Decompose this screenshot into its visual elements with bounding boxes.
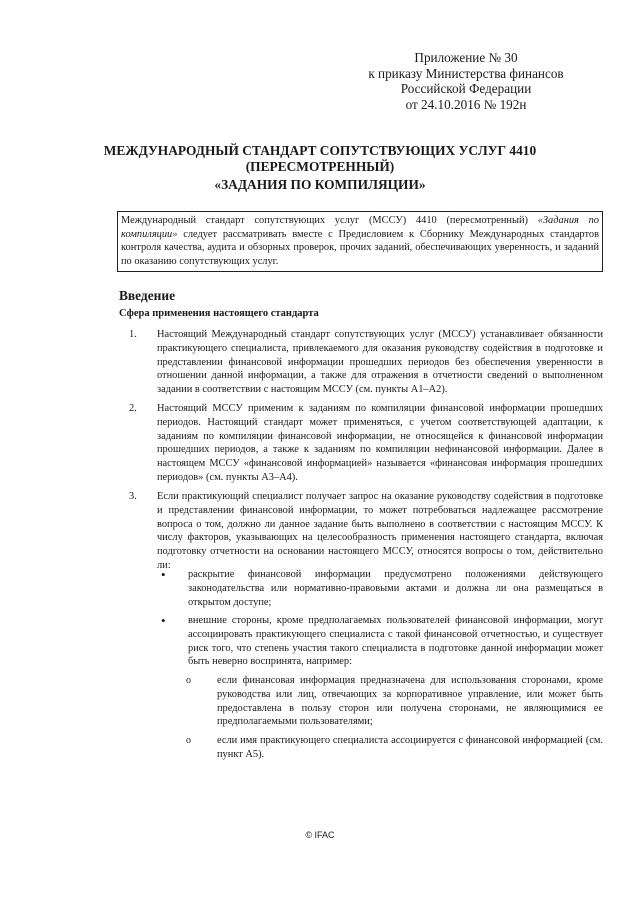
paragraph-text: Настоящий МССУ применим к заданиям по компиляции финансовой информации прошедших периодов. Настоящий стандарт может применяться, с учетом соответствующей адаптации, к заданиям по компиляции финансовой информации, не относящейся к финансовой информации прошедших периодов, а также к заданиям по компиляции нефинансовой информации. Далее в настоящем МССУ «финансовой информацией» называется «финансовая информация прошедших периодов» (см. пункты А3–А4). [157,403,603,483]
document-subtitle: «ЗАДАНИЯ ПО КОМПИЛЯЦИИ» [214,177,426,192]
paragraph-number: 1. [129,329,137,340]
bullet-item [157,568,603,609]
numbered-paragraph [119,402,603,485]
page-footer: © IFAC [305,830,335,840]
attachment-line: Российской Федерации [400,81,532,96]
note-italic-title: «Задания по компиляции» [121,215,600,240]
numbered-paragraph [119,328,603,397]
bullet-icon: • [161,567,166,582]
circle-bullet-icon: o [186,675,191,686]
title-line: МЕЖДУНАРОДНЫЙ СТАНДАРТ СОПУТСТВУЮЩИХ УСЛУГ 4410 [103,143,537,158]
numbered-paragraph [119,490,603,573]
sub-bullet-text: если имя практикующего специалиста ассоциируется с финансовой информацией (см. пункт А5). [217,735,603,760]
document-title [80,143,560,174]
paragraph-number: 3. [129,491,137,502]
scope-heading: Сфера применения настоящего стандарта [119,308,319,319]
bullet-item [157,614,603,669]
note-text: Международный стандарт сопутствующих услуг (МССУ) 4410 (пересмотренный) [121,215,538,226]
paragraph-text: Настоящий Международный стандарт сопутствующих услуг (МССУ) устанавливает обязанности практикующего специалиста, привлекаемого для оказания руководству содействия в подготовке и представлении финансовой информации прошедших периодов без обеспечения уверенности в отношении данной информации, а также для отражения в отчетности сведений о выполненном задании в соответствии с настоящим МССУ (см. пункты А1–А2). [157,329,603,396]
bullet-text: внешние стороны, кроме предполагаемых пользователей финансовой информации, могут ассоциировать практикующего специалиста с такой финансовой отчетностью, и существует риск того, что степень участия такого специалиста в подготовке данной информации может быть неверно воспринята, например: [188,615,603,668]
attachment-line: от 24.10.2016 № 192н [405,96,527,112]
circle-bullet-icon: o [186,735,191,746]
attachment-line: к приказу Министерства финансов [368,65,564,81]
attachment-line: Приложение № 30 [414,50,518,65]
title-line: (ПЕРЕСМОТРЕННЫЙ) [245,158,395,174]
sub-bullet-text: если финансовая информация предназначена для использования сторонами, кроме руководства или лиц, отвечающих за корпоративное управление, или может быть предоставлена в пользу сторон или получена сторонами, не являющимися ее предполагаемыми пользователями; [217,675,603,728]
paragraph-number: 2. [129,403,137,414]
paragraph-text: Если практикующий специалист получает запрос на оказание руководству содействия в подготовке и представлении финансовой информации, то может потребоваться надлежащее рассмотрение вопроса о том, должно ли данное задание быть выполнено в соответствии с настоящим МССУ. К числу факторов, указывающих на целесообразность применения настоящего стандарта, включая подготовку отчетности на основании настоящего МССУ, относятся вопросы о том, действительно ли: [157,491,603,571]
sub-bullet-item [186,734,603,762]
introduction-heading: Введение [119,288,176,303]
attachment-header [356,50,576,112]
bullet-text: раскрытие финансовой информации предусмотрено положениями действующего законодательства или нормативно-правовыми актами и должна ли она размещаться в открытом доступе; [188,569,603,608]
note-text: следует рассматривать вместе с Предисловием к Сборнику Международных стандартов контроля качества, аудита и обзорных проверок, прочих заданий, обеспечивающих уверенность, и заданий по оказанию сопутствующих услуг. [121,228,599,267]
sub-bullet-item [186,674,603,729]
bullet-icon: • [161,613,166,628]
framed-note [117,211,603,272]
